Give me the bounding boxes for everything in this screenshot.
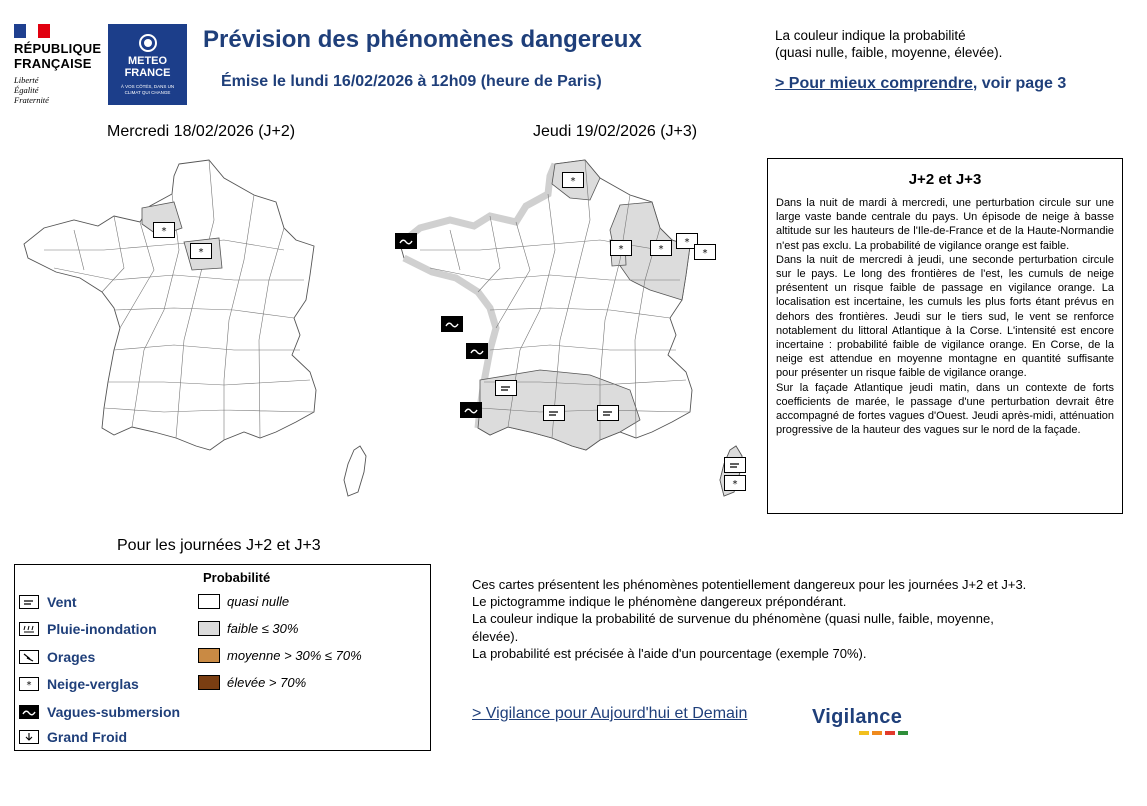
svg-text:*: *	[570, 176, 576, 185]
logo-line2: FRANCE	[124, 67, 171, 79]
neige-verglas-icon	[562, 172, 584, 188]
swatch-faible	[198, 621, 220, 636]
meteo-france-emblem-icon	[139, 34, 157, 52]
legend-label-neige: Neige-verglas	[47, 676, 139, 692]
legend-vagues	[19, 702, 180, 722]
devise-fraternite: Fraternité	[14, 95, 49, 105]
page-title: Prévision des phénomènes dangereux	[203, 26, 642, 53]
prob-label-moyenne: moyenne > 30% ≤ 70%	[227, 648, 362, 663]
prob-elevee	[198, 675, 306, 690]
swatch-elevee	[198, 675, 220, 690]
neige-verglas-icon	[610, 240, 632, 256]
explain-line-4: élevée).	[472, 628, 519, 644]
legend-label-pluie: Pluie-inondation	[47, 621, 157, 637]
note-line2: (quasi nulle, faible, moyenne, élevée).	[775, 45, 1003, 60]
explain-line-2: Le pictogramme indique le phénomène dangereux prépondérant.	[472, 594, 847, 610]
neige-verglas-icon	[19, 677, 39, 691]
vigilance-bar-yellow	[859, 731, 869, 735]
vagues-submersion-icon	[19, 705, 39, 719]
republique-francaise-logo	[14, 24, 104, 105]
understand-link-block	[775, 75, 1066, 93]
svg-text:*: *	[658, 244, 664, 253]
vagues-submersion-icon	[466, 343, 488, 359]
legend-label-vagues: Vagues-submersion	[47, 704, 181, 720]
svg-text:*: *	[684, 237, 690, 246]
pluie-inondation-icon	[19, 622, 39, 636]
vent-icon	[19, 595, 39, 609]
explain-line-1: Ces cartes présentent les phénomènes potentiellement dangereux pour les journées J+2 et J+3.	[472, 577, 1027, 592]
svg-text:*: *	[702, 248, 708, 257]
neige-verglas-icon	[190, 243, 212, 259]
neige-verglas-icon	[724, 475, 746, 491]
vigilance-logo: Vigilance	[812, 706, 903, 728]
grand-froid-icon	[19, 730, 39, 744]
vigilance-today-link[interactable]: > Vigilance pour Aujourd'hui et Demain	[472, 705, 748, 722]
logo-line1: METEO	[127, 55, 168, 67]
vigilance-bar-orange	[872, 731, 882, 735]
neige-verglas-icon	[153, 222, 175, 238]
neige-verglas-icon	[650, 240, 672, 256]
svg-text:*: *	[732, 479, 738, 488]
understand-link-suffix: , voir page 3	[972, 75, 1067, 92]
rf-line1: RÉPUBLIQUE	[14, 41, 102, 56]
swatch-quasi-nulle	[198, 594, 220, 609]
map-j3-title: Jeudi 19/02/2026 (J+3)	[533, 123, 698, 140]
prob-moyenne	[198, 648, 362, 663]
vent-icon	[597, 405, 619, 421]
corsica-j2	[344, 446, 366, 496]
probability-note	[775, 27, 1002, 61]
legend-label-vent: Vent	[47, 594, 77, 610]
vent-icon	[724, 457, 746, 473]
forecast-paragraph-1: Dans la nuit de mardi à mercredi, une perturbation circule sur une large vaste bande centrale du pays. Un épisode de neige à basse altitude sur les hauteurs de l'Ile-de-France et de la Haute-Normandie n'est pas exclu. La probabilité de vigilance orange est faible.	[776, 197, 1114, 252]
understand-link[interactable]: > Pour mieux comprendre	[775, 75, 973, 92]
legend-label-orages: Orages	[47, 649, 96, 665]
legend-label-froid: Grand Froid	[47, 729, 128, 745]
prob-faible	[198, 621, 298, 636]
legend-froid	[19, 727, 127, 747]
forecast-paragraph-2: Dans la nuit de mercredi à jeudi, une seconde perturbation circule sur le pays. Le long des frontières de l'est, les cumuls de neige présentent un risque faible de passage en vigilance orange. La localisation est incertaine, les cumuls les plus forts étant prévus en dehors des frontières. Jeudi sur le tiers sud, le vent se renforce notablement du littoral Atlantique à la Corse. L'intensité est encore incertaine : probabilité faible de vigilance orange. En Corse, de la neige est attendue en moyenne montagne en quantité suffisante pour présenter un risque faible de vigilance orange.	[776, 253, 1114, 380]
svg-text:*: *	[198, 247, 204, 256]
vagues-submersion-icon	[441, 316, 463, 332]
logo-tagline: À VOS CÔTÉS, DANS UN CLIMAT QUI CHANGE	[120, 84, 175, 95]
devise-liberte: Liberté	[14, 75, 39, 85]
rf-line2: FRANÇAISE	[14, 56, 92, 71]
vigilance-bar-green	[898, 731, 908, 735]
prob-label-quasi-nulle: quasi nulle	[227, 594, 290, 609]
forecast-text-box	[767, 158, 1123, 514]
vagues-submersion-icon	[395, 233, 417, 249]
meteo-france-logo	[108, 24, 187, 105]
svg-text:*: *	[161, 226, 167, 235]
legend-vent	[19, 592, 77, 612]
swatch-moyenne	[198, 648, 220, 663]
svg-text:*: *	[618, 244, 624, 253]
explanation-text	[472, 576, 1072, 662]
explain-line-5: La probabilité est précisée à l'aide d'un pourcentage (exemple 70%).	[472, 645, 867, 661]
prob-label-elevee: élevée > 70%	[227, 675, 307, 690]
vent-icon	[495, 380, 517, 396]
orages-icon	[19, 650, 39, 664]
legend-pluie	[19, 619, 157, 639]
vigilance-bar-red	[885, 731, 895, 735]
vigilance-color-bar	[859, 731, 908, 735]
note-line1: La couleur indique la probabilité	[775, 28, 966, 43]
vigilance-link-block	[472, 705, 747, 723]
devise-egalite: Égalité	[14, 85, 39, 95]
forecast-paragraph-3: Sur la façade Atlantique jeudi matin, dans un contexte de forts coefficients de marée, le passage d'une perturbation devrait être accompagné de fortes vagues d'Ouest. Jeudi après-midi, atténuation progressive de la hauteur des vagues sur le nord de la façade.	[776, 381, 1114, 437]
vagues-submersion-icon	[460, 402, 482, 418]
french-flag-icon	[14, 24, 50, 38]
prob-quasi-nulle	[198, 594, 289, 609]
map-j2	[14, 150, 384, 505]
svg-text:*: *	[26, 680, 32, 689]
vent-icon	[543, 405, 565, 421]
emission-date: Émise le lundi 16/02/2026 à 12h09 (heure de Paris)	[221, 73, 602, 90]
neige-verglas-icon	[694, 244, 716, 260]
legend-box	[14, 564, 431, 751]
legend-title: Pour les journées J+2 et J+3	[117, 537, 321, 554]
prob-label-faible: faible ≤ 30%	[227, 621, 299, 636]
legend-neige	[19, 674, 139, 694]
explain-line-3: La couleur indique la probabilité de survenue du phénomène (quasi nulle, faible, moyenne,	[472, 611, 994, 627]
probability-title: Probabilité	[203, 570, 271, 585]
legend-orages	[19, 647, 95, 667]
map-j2-title: Mercredi 18/02/2026 (J+2)	[107, 123, 296, 140]
forecast-title: J+2 et J+3	[908, 171, 982, 188]
